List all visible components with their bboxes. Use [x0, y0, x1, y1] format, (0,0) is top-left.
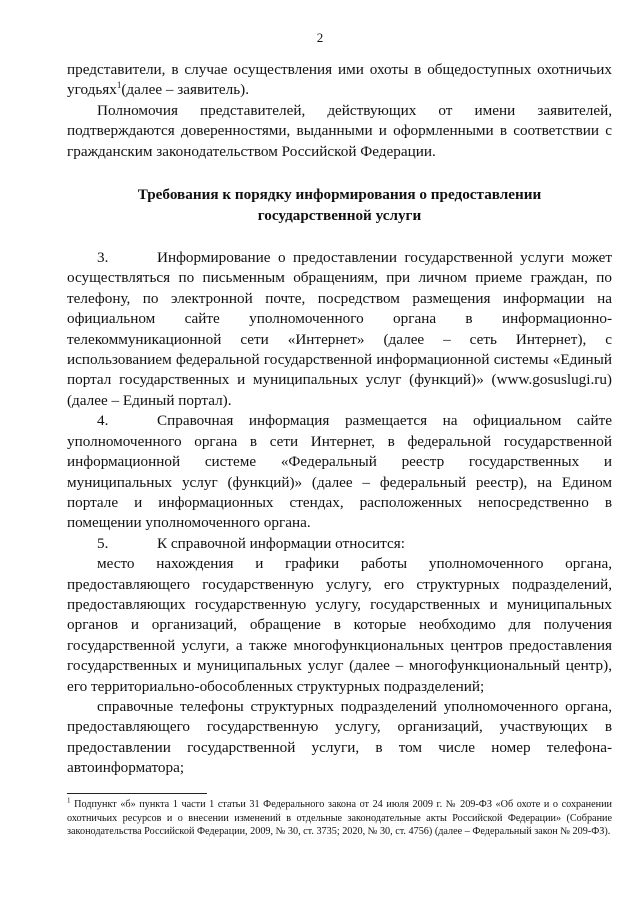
paragraph-locations: место нахождения и графики работы уполномоченного органа, предоставляющего государственную услугу, его структурных подразделений, предоставляющих государственную услугу, государственных и муниципальных органов и организаций, обращение в которые необходимо для получения государственной услуги, а также многофункциональных центров предоставления государственных и муниципальных услуг (далее – многофункциональный центр), его территориально-обособленных структурных подразделений; [67, 555, 612, 695]
heading-line-2: государственной услуги [257, 207, 422, 225]
paragraph-text: (далее – заявитель). [121, 81, 250, 99]
document-body [67, 60, 612, 779]
footnote-marker: 1 [67, 796, 71, 805]
footnote [67, 798, 612, 839]
footnote-ref: 1 [116, 80, 122, 91]
paragraph-text: представители, в случае осуществления ими охоты в общедоступных охотничьих угодьях [67, 61, 612, 99]
paragraph-3 [67, 248, 612, 411]
paragraph-4 [67, 411, 612, 533]
item-number: 5. [97, 534, 109, 552]
item-number: 3. [97, 249, 109, 267]
heading-line-1: Требования к порядку информирования о предоставлении [137, 186, 542, 204]
paragraph-applicants [67, 60, 612, 101]
paragraph-text: Информирование о предоставлении государственной услуги может осуществляться по письменным обращениям, при личном приеме граждан, по телефону, по электронной почте, посредством размещения информации на официальном сайте уполномоченного органа в информационно-телекоммуникационной сети «Интернет» (далее – сеть Интернет), с использованием федеральной государственной информационной системы «Единый портал государственных и муниципальных услуг (функций)» (www.gosuslugi.ru) (далее – Единый портал). [67, 249, 612, 409]
section-heading [67, 184, 612, 226]
paragraph-5 [67, 534, 612, 554]
page-number: 2 [316, 30, 324, 45]
footnote-separator [67, 793, 207, 794]
paragraph-powers: Полномочия представителей, действующих от имени заявителей, подтверждаются доверенностями, выданными и оформленными в соответствии с гражданским законодательством Российской Федерации. [67, 101, 612, 160]
item-number: 4. [97, 412, 109, 430]
paragraph-phones: справочные телефоны структурных подразделений уполномоченного органа, предоставляющего государственную услугу, организаций, участвующих в предоставлении государственной услуги, в том числе номер телефона-автоинформатора; [67, 697, 612, 777]
paragraph-text: К справочной информации относится: [157, 534, 405, 552]
paragraph-text: Справочная информация размещается на официальном сайте уполномоченного органа в сети Интернет, в федеральной государственной информационной системе «Федеральный реестр государственных и муниципальных услуг (функций)» (далее – федеральный реестр), на Едином портале и информационных стендах, расположенных непосредственно в помещении уполномоченного органа. [67, 412, 612, 532]
footnote-text: Подпункт «б» пункта 1 части 1 статьи 31 Федерального закона от 24 июля 2009 г. № 209-ФЗ «Об охоте и о сохранении охотничьих ресурсов и о внесении изменений в отдельные законодательные акты Российской Федерации» (Собрание законодательства Российской Федерации, 2009, № 30, ст. 3735; 2020, № 30, ст. 4756) (далее – Федеральный закон № 209-ФЗ). [67, 799, 613, 837]
